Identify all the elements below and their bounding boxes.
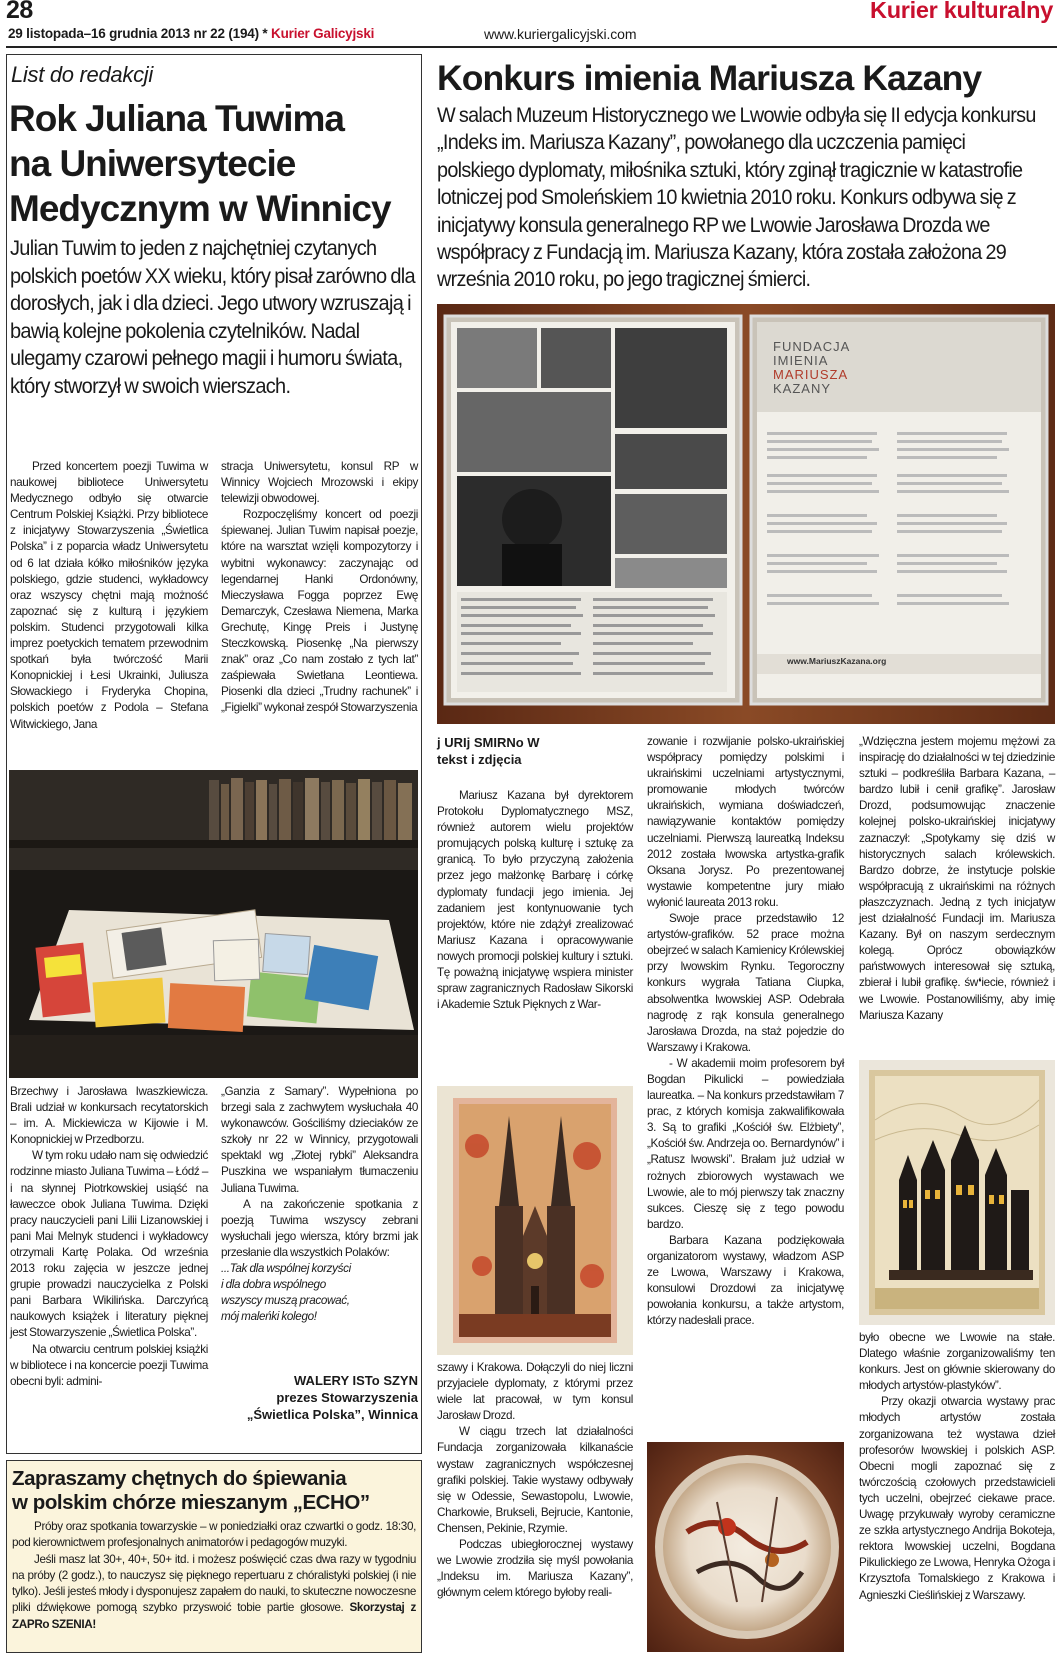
paragraph: Mariusz Kazana był dyrektorem Protokołu Dyplomatycznego MSZ, również autorem wielu projektów promujących polską kulturę i sztukę za granicą. To było przyczyną założenia przez jego małżonkę Barbarę i córkę dyplomaty fundacji jego imienia. Jej zadaniem jest kontynuowanie tych projektów, które nie zdążył zrealizować Mariusz Kazana i opracowywanie nowych promocji polskiej kultury i sztuki. Tę poważną inicjatywę wspiera minister spraw zagranicznych Radosław Sikorski i Akademie Sztuk Pięknych z War- xyxy=(437,789,633,1012)
paragraph: stracja Uniwersytetu, konsul RP w Winnicy Wojciech Mrozowski i ekipy telewizji obwodowej. xyxy=(221,460,418,506)
title-line: Rok Juliana Tuwima xyxy=(9,98,344,139)
paragraph: Przy okazji otwarcia wystawy prac młodych artystów została zorganizowana też wystawa dzieł profesorów lwowskiej i polskich ASP. Obecni mogli zapoznać się z twórczością czołowych przedstawicieli tych uczelni, obejrzeć ciekawe prace. Uwagę przykuwały wyroby ceramiczne ze szkła artystycznego Andrija Bokoteja, rektora lwowskiej uczelni, Bogdana Pikulickiego ze Lwowa, Henryka Ożoga i Krzysztofa Tomalskiego z Krakowa i Agnieszki Cieślińskiej z Warszawy. xyxy=(859,1395,1055,1602)
paragraph: W ciągu trzech lat działalności Fundacja zorganizowała kilkanaście wystaw zagranicznych współczesnej grafiki polskiej. Takie wystawy odbywały się w Odessie, Sewastopolu, Lwowie, Charkowie, Brukseli, Bejrucie, Kantonie, Chensen, Pekinie, Rzymie. xyxy=(437,1425,633,1535)
website-url[interactable]: www.kuriergalicyjski.com xyxy=(484,26,637,42)
church-artwork xyxy=(437,1086,633,1355)
paragraph: Próby oraz spotkania towarzyskie – w poniedziałki oraz czwartki o godz. 18:30, pod kierownictwem profesjonalnych animatorów i pedagogów muzyki. xyxy=(12,1520,416,1550)
paragraph: zowanie i rozwijanie polsko-ukraińskiej współpracy pomiędzy polskimi i ukraińskimi uczelniami artystycznymi, promowanie młodych twórców ukraińskich, wymiana doświadczeń, nawiązywanie kontaktów pomiędzy uczelniami. Pierwszą laureatką Indeksu 2012 została lwowska artystka-grafik Oksana Jorysz. Po prezentowanej wystawie kompetentne jury miało wyłonić laureata 2013 roku. xyxy=(647,735,844,909)
poem-line: wszyscy muszą pracować, xyxy=(221,1294,350,1308)
header-rule xyxy=(6,46,1057,48)
city-graphic xyxy=(859,1060,1055,1325)
poster-url: www.MariuszKazana.org xyxy=(787,656,887,666)
exhibition-illustration xyxy=(437,304,1055,724)
left-col1-top xyxy=(10,459,208,733)
choir-notice xyxy=(6,1460,422,1653)
poem-line: i dla dobra wspólnego xyxy=(221,1278,326,1292)
paragraph: Barbara Kazana podziękowała organizatorom wystawy, władzom ASP ze Lwowa, Warszawy i Krakowa, konsulowi Drozdowi za inicjatywę powołania konkursu, a także artystom, którzy nadesłali prace. xyxy=(647,1233,844,1328)
paragraph: W tym roku udało nam się odwiedzić rodzinne miasto Juliana Tuwima – Łódź – i na słynnej Piotrkowskiej usiąść na ławeczce obok Juliana Tuwima. Dzięki pracy nauczycieli pani Lilii Lizanowskiej i pani Mai Melnyk studenci i wykładowcy otrzymali Kartę Polaka. Od września 2013 roku zajęcia w jeszcze jednej grupie prowadzi nauczycielka z Polski pani Barbara Wikilińska. Darczyńcą naukowych książek i literatury pięknej jest Stowarzyszenie „Świetlica Polska”. xyxy=(10,1149,208,1340)
poem xyxy=(221,1261,418,1325)
title-line: Medycznym w Winnicy xyxy=(9,188,391,229)
notice-closing: Skorzystaj z ZAPRo SZENIA! xyxy=(12,1601,416,1631)
bookshelf-books xyxy=(209,778,412,840)
poster-line: FUNDACJA xyxy=(773,339,851,354)
paper-name: Kurier Galicyjski xyxy=(271,26,375,41)
city-artwork xyxy=(859,1060,1055,1325)
notice-title xyxy=(12,1467,416,1515)
signature-role: prezes Stowarzyszenia xyxy=(276,1390,418,1405)
paragraph: Rozpoczęliśmy koncert od poezji śpiewanej. Julian Tuwim napisał poezje, które na warsztat wzięli kompozytorzy i wybitni wykonawcy: zaczynając od legendarnej Hanki Ordonówny, Mieczysława Fogga poprzez Ewę Demarczyk, Czesława Niemena, Marka Grechutę, Kingę Preis i Justynę Steczkowską. Piosenkę „Na pierwszy znak” oraz „Co nam zostało z tych lat” zaśpiewała Swietłana Leontiewa. Piosenki dla dzieci „Trudny rachunek” i „Figielki” wykonał zespół Stowarzyszenia xyxy=(221,508,418,715)
issue-date: 29 listopada–16 grudnia 2013 nr 22 (194) * xyxy=(8,26,268,41)
paragraph: Podczas ubiegłorocznej wystawy we Lwowie zrodziła się myśl powołania „Indeksu im. Mariusza Kazany”, głównym celem którego byłoby reali- xyxy=(437,1538,633,1600)
article-title xyxy=(9,96,391,231)
paragraph: Przed koncertem poezji Tuwima w naukowej bibliotece Uniwersytetu Medycznego odbyło się otwarcie Centrum Polskiej Książki. Przy bibliotece z inicjatywy Stowarzyszenia „Świetlica Polska” i z poparcia władz Uniwersytetu od 6 lat działa kółko miłośników języka polskiego, gdzie studenci, wykładowcy oraz wszyscy chętni mają możność zapoznać się z kulturą i językiem polskim. Studenci przygotowali kilka imprez poetyckich tematem przewodnim spotkań była twórczość Marii Konopnickiej i Łesi Ukrainki, Juliusza Słowackiego i Fryderyka Chopina, polskich poetów z Podola – Stefana Witwickiego, Jana xyxy=(10,460,208,731)
paragraph: Brzechwy i Jarosława Iwaszkiewicza. Brali udział w konkursach recytatorskich – im. A. Mickiewicza w Kijowie i M. Konopnickiej w Przedborzu. xyxy=(10,1085,208,1147)
paragraph: było obecne we Lwowie na stałe. Dlatego właśnie zorganizowaliśmy ten konkurs. Jest on głównie skierowany do młodych artystów-plastyków”. xyxy=(859,1331,1055,1393)
page-number: 28 xyxy=(6,0,33,24)
byline-note: tekst i zdjęcia xyxy=(437,752,522,767)
article-lead: Julian Tuwim to jeden z najchętniej czytanych polskich poetów XX wieku, który pisał zarówno dla dorosłych, jak i dla dzieci. Jego utwory wzruszają i bawią kolejne pokolenia czytelników. Nadal ulegamy czarowi pełnego magii i humoru świata, który stworzył w swoich wierszach. xyxy=(10,236,415,398)
library-display-illustration xyxy=(9,770,418,1078)
notice-title-line: w polskim chórze mieszanym „ECHO” xyxy=(12,1491,370,1514)
article-kicker: List do redakcji xyxy=(11,62,153,87)
right-col3-top xyxy=(859,734,1055,1024)
notice-title-line: Zapraszamy chętnych do śpiewania xyxy=(12,1467,347,1490)
left-col1-bottom xyxy=(10,1084,208,1390)
right-col1-top xyxy=(437,788,633,1013)
byline-author: j URIj SMIRNo W xyxy=(437,735,540,750)
notice-body xyxy=(12,1519,416,1633)
right-col3-bottom xyxy=(859,1330,1055,1604)
title-line: na Uniwersytecie xyxy=(9,143,296,184)
right-article-lead: W salach Muzeum Historycznego we Lwowie odbyła się II edycja konkursu „Indeks im. Mariusza Kazany”, powołanego dla uczczenia pamięci polskiego dyplomaty, miłośnika sztuki, który zginął tragicznie w katastrofie lotniczej pod Smoleńskiem 10 kwietnia 2010 roku. Konkurs odbywa się z inicjatywy konsula generalnego RP we Lwowie Jarosława Drozda we współpracy z Fundacją im. Mariusza Kazany, która została założona 29 września 2010 roku, po jego tragicznej śmierci. xyxy=(437,103,1036,292)
paragraph: Na otwarciu centrum polskiej książki w bibliotece i na koncercie poezji Tuwima obecni byli: admini- xyxy=(10,1342,208,1388)
poster-logo xyxy=(773,340,850,396)
paragraph: - W akademii moim profesorem był Bogdan Pikulicki – powiedziała laureatka. – Na konkurs przedstawiłam 7 prac, z których komisja zakwalifikowała 3. Są to grafiki „Kościół św. Elżbiety”, „Kościół św. Andrzeja oo. Bernardynów” i „Ratusz lwowski”. Brałam już udział w rożnych zbiorowych wystawach we Lwowie, ale to mój pierwszy tak znaczny sukces. Cieszę się z tego powodu bardzo. xyxy=(647,1056,844,1231)
library-photo xyxy=(9,770,418,1078)
poster-photos xyxy=(457,328,727,692)
right-col1-bottom xyxy=(437,1360,633,1601)
notice-text: Jeśli masz lat 30+, 40+, 50+ itd. i możesz poświęcić czas dwa razy w tygodniu na próby (2 godz.), to nauczysz się pięknego repertuaru z chóralistyki polskiej (i nie tylko). Jeśli jesteś młody i dysponujesz zapałem do nauki, to skuteczne nowoczesne pliki dźwiękowe pomogą szybko przyswoić tobie partie głosowe. xyxy=(12,1552,416,1615)
poem-line: mój maleńki kolego! xyxy=(221,1310,317,1324)
exhibition-photo xyxy=(437,304,1055,724)
ceramic-photo xyxy=(647,1442,844,1652)
paragraph: Swoje prace przedstawiło 12 artystów-grafików. 52 prace można obejrzeć w salach Kamienicy Królewskiej przy lwowskim Rynku. Tegoroczny konkurs wygrała Tatiana Ciupka, absolwentka lwowskiej ASP. Odebrała nagrodę z rąk konsula generalnego Jarosława Drozda, na staż pojedzie do Warszawy i Krakowa. xyxy=(647,912,844,1054)
paragraph: „Ganzia z Samary”. Wypełniona po brzegi sala z zachwytem wysłuchała 40 wykonawców. Gościliśmy dzieciaków ze szkoły nr 22 w Winnicy, przygotowali spektakl wg „Złotej rybki” Aleksandra Puszkina we wspaniałym tłumaczeniu Juliana Tuwima. xyxy=(221,1085,418,1195)
right-col2-top xyxy=(647,734,844,1329)
issue-line xyxy=(8,26,374,41)
signature-role: „Świetlica Polska”, Winnica xyxy=(246,1407,418,1422)
paragraph: szawy i Krakowa. Dołączyli do niej liczni przyjaciele dyplomaty, z którymi przez wiele lat pracował, w tym konsul Jarosław Drozd. xyxy=(437,1361,633,1423)
church-graphic xyxy=(437,1086,633,1355)
left-col2-bottom xyxy=(221,1084,418,1325)
section-title: Kurier kulturalny xyxy=(870,0,1053,23)
paragraph: „Wdzięczna jestem mojemu mężowi za inspirację do działalności w tej dziedzinie sztuki – podkreśliła Barbara Kazana, – bardzo lubił i cenił grafikę”. Jarosław Drozd, podsumowując znaczenie kolejnej polsko-ukraińskiej inicjatywy zaznaczył: „Spotykamy się dziś w historycznych salach królewskich. Bardzo dobrze, że instytucje polskie współpracują z ukraińskimi na różnych płaszczyznach. Jedną z tych inicjatyw jest działalność Fundacji im. Mariusza Kazany. Był on naszym serdecznym kolegą. Oprócz obowiązków państwowych interesował się sztuką, zbierał i lubił grafikę. św❛iecie, również i we Lwowie. Postanowiliśmy, aby imię Mariusza Kazany xyxy=(859,735,1055,1022)
paragraph: A na zakończenie spotkania z poezją Tuwima wszyscy zebrani wysłuchali jego wiersza, który brzmi jak przesłanie dla wszystkich Polaków: xyxy=(221,1197,418,1259)
poster-line: KAZANY xyxy=(773,381,832,396)
ceramic-plate-artwork xyxy=(647,1442,844,1652)
byline xyxy=(437,734,540,768)
poster-line: IMIENIA xyxy=(773,353,829,368)
signature-name: WALERY ISTo SZYN xyxy=(294,1373,418,1388)
paragraph xyxy=(12,1552,416,1633)
right-article-title: Konkurs imienia Mariusza Kazany xyxy=(437,58,982,98)
signature xyxy=(221,1372,418,1423)
poster-line: MARIUSZA xyxy=(773,367,849,382)
poem-line: ...Tak dla wspólnej korzyści xyxy=(221,1262,351,1276)
left-col2-top xyxy=(221,459,418,717)
